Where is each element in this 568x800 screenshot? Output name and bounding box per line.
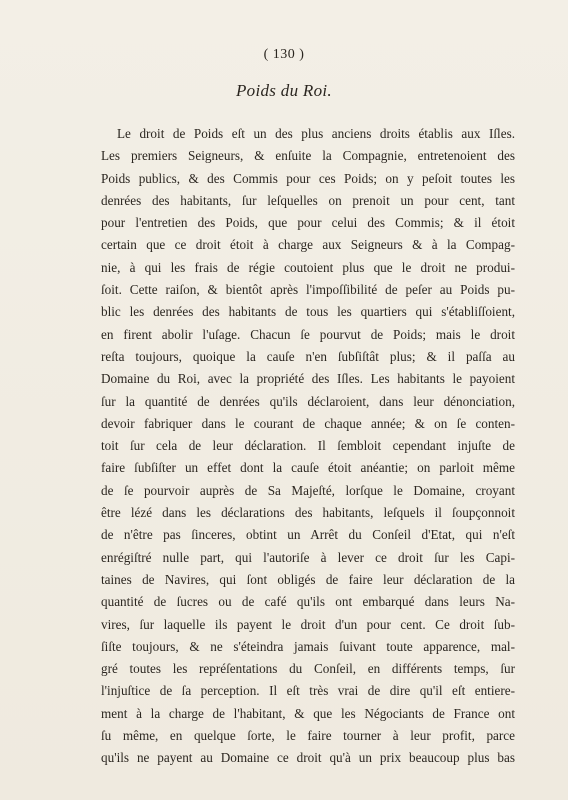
text-line: de ſe pourvoir auprès de Sa Majeſté, lorſque le Domaine, croyant [101,482,515,498]
text-line: faire ſubſiſter un effet dont la cauſe étoit anéantie; on parloit même [101,460,515,476]
section-heading: Poids du Roi. [236,81,332,100]
text-line: ment à la charge de l'habitant, & que les Négociants de France ont [101,705,515,721]
text-line: ſiſte toujours, & ne s'éteindra jamais ſuivant toute apparence, mal- [101,638,515,654]
text-line: devoir fabriquer dans le courant de chaque année; & on ſe conten- [101,415,515,431]
text-line: gré toutes les repréſentations du Conſeil, en différents temps, ſur [101,661,515,677]
text-line: en firent abolir l'uſage. Chacun ſe pourvut de Poids; mais le droit [101,326,515,342]
text-line: quantité de ſucres ou de café qu'ils ont embarqué dans leurs Na- [101,594,515,610]
page-number: ( 130 ) [263,47,305,62]
text-line: l'injuſtice de ſa perception. Il eſt très vrai de dire qu'il eſt entiere- [101,683,515,699]
text-line: ſur la quantité de denrées qu'ils déclaroient, dans leur dénonciation, [101,393,515,409]
text-line: denrées des habitants, ſur leſquelles on prenoit un pour cent, tant [101,192,515,208]
body-text [101,123,515,770]
text-line: taines de Navires, qui ſont obligés de faire leur déclaration de la [101,571,515,587]
text-line: ſu même, en quelque ſorte, le faire tourner à leur profit, parce [101,728,515,744]
text-line: toit ſur cela de leur déclaration. Il ſembloit cependant injuſte de [101,438,515,454]
text-line: de n'être pas ſinceres, obtint un Arrêt du Conſeil d'Etat, qui n'eſt [101,527,515,543]
text-line: être lézé dans les déclarations des habitants, leſquels il ſoupçonnoit [101,505,515,521]
text-line: certain que ce droit étoit à charge aux Seigneurs & à la Compag- [101,237,515,253]
text-line: pour l'entretien des Poids, que pour celui des Commis; & il étoit [101,215,515,231]
text-line: qu'ils ne payent au Domaine ce droit qu'à un prix beaucoup plus bas [101,750,515,766]
text-line: Domaine du Roi, avec la propriété des Iſles. Les habitants le payoient [101,371,515,387]
text-line: Poids publics, & des Commis pour ces Poids; on y peſoit toutes les [101,170,515,186]
text-line: nie, à qui les frais de régie coutoient plus que le droit ne produi- [101,259,515,275]
text-line: enrégiſtré nulle part, qui l'autoriſe à lever ce droit ſur les Capi- [101,549,515,565]
text-line: Les premiers Seigneurs, & enſuite la Compagnie, entretenoient des [101,148,515,164]
text-line: vires, ſur laquelle ils payent le droit d'un pour cent. Ce droit ſub- [101,616,515,632]
text-line: blic les denrées des habitants de tous les quartiers qui s'établiſſoient, [101,304,515,320]
text-line: ſoit. Cette raiſon, & bientôt après l'impoſſibilité de peſer au Poids pu- [101,282,515,298]
text-line: reſta toujours, quoique la cauſe n'en ſubſiſtât plus; & il paſſa au [101,348,515,364]
text-line: Le droit de Poids eſt un des plus anciens droits établis aux Iſles. [117,126,515,141]
